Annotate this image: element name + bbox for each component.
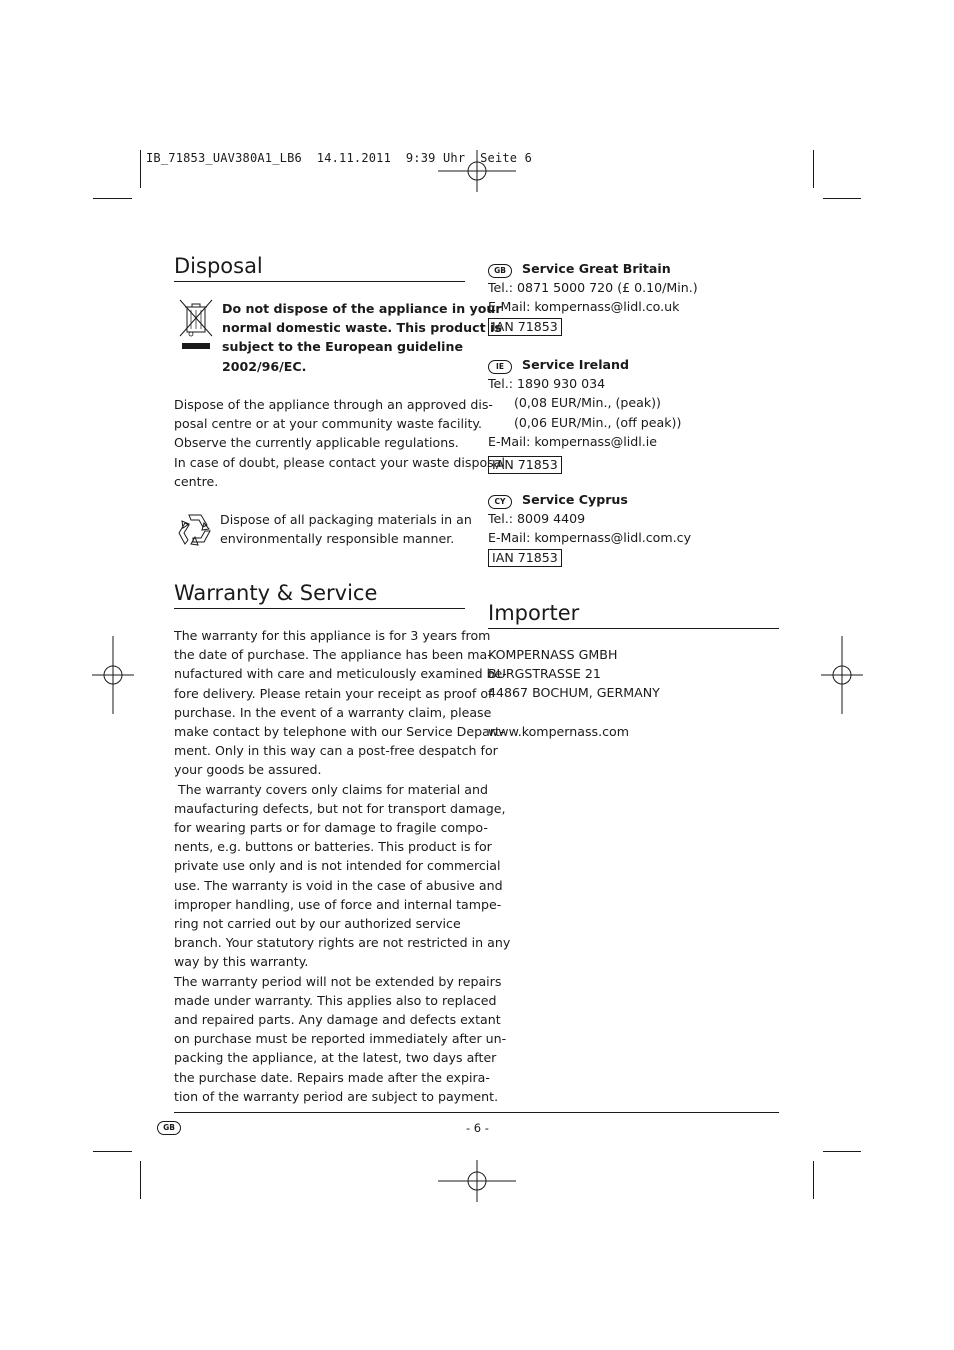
country-badge-gb: GB [488,264,512,278]
text-line: Dispose of all packaging materials in an [220,512,472,527]
service-gb-title: Service Great Britain [522,261,671,276]
text-line: Do not dispose of the appliance in your [222,301,502,316]
text-line: subject to the European guideline [222,339,464,355]
text-line: Dispose of the appliance through an approved dis- [174,397,493,412]
text-line: use. The warranty is void in the case of abusive and [174,877,503,893]
importer-street: BURGSTRASSE 21 [488,666,601,682]
disposal-title-rule [174,281,465,282]
service-gb-ian: IAN 71853 [488,318,562,336]
text-line: on purchase must be reported immediately after un- [174,1031,507,1047]
importer-city: 44867 BOCHUM, GERMANY [488,685,660,701]
service-ie-ian: IAN 71853 [488,456,562,474]
service-ie-rate-peak: (0,08 EUR/Min., (peak)) [514,395,661,411]
text-line: tion of the warranty period are subject to payment. [174,1088,499,1104]
page-number: - 6 - [466,1121,489,1135]
service-ie-tel: Tel.: 1890 930 034 [488,376,606,392]
importer-address [488,645,660,741]
warranty-title-rule [174,608,465,609]
text-line: Observe the currently applicable regulations. [174,435,459,451]
service-gb-email: E-Mail: kompernass@lidl.co.uk [488,299,680,315]
text-line: The warranty covers only claims for material and [174,781,488,797]
disposal-warning [222,299,502,376]
text-line: made under warranty. This applies also to replaced [174,992,497,1008]
text-line: normal domestic waste. This product is [222,320,502,336]
text-line: packing the appliance, at the latest, two days after [174,1050,497,1066]
text-line: purchase. In the event of a warranty claim, please [174,704,492,720]
service-gb-heading [488,259,698,278]
warranty-title: Warranty & Service [174,581,378,605]
text-line: environmentally responsible manner. [220,531,455,547]
service-gb [488,259,698,336]
registration-mark-bottom [438,1160,516,1202]
text-line: for wearing parts or for damage to fragile compo- [174,820,488,836]
country-badge-cy: CY [488,495,512,509]
service-cy-heading [488,490,691,509]
warranty-text [174,626,510,1106]
text-line: fore delivery. Please retain your receipt as proof of [174,685,493,701]
importer-title-rule [488,628,779,629]
registration-mark-right [821,636,863,714]
service-cy [488,490,691,567]
service-gb-tel: Tel.: 0871 5000 720 (£ 0.10/Min.) [488,280,698,296]
text-line: and repaired parts. Any damage and defects extant [174,1012,501,1028]
service-cy-title: Service Cyprus [522,492,628,507]
text-line: the purchase date. Repairs made after the expira- [174,1069,490,1085]
service-cy-email: E-Mail: kompernass@lidl.com.cy [488,530,692,546]
registration-mark-left [92,636,134,714]
importer-title: Importer [488,601,580,625]
service-cy-ian: IAN 71853 [488,549,562,567]
service-ie-rate-offpeak: (0,06 EUR/Min., (off peak)) [514,414,682,430]
service-cy-tel: Tel.: 8009 4409 [488,511,586,527]
service-ie [488,355,681,474]
importer-website: www.kompernass.com [488,723,629,739]
text-line: ment. Only in this way can a post-free despatch for [174,743,498,759]
footer-country-badge: GB [157,1121,181,1135]
service-ie-title: Service Ireland [522,357,629,372]
text-line: improper handling, use of force and internal tampe- [174,896,502,912]
country-badge-ie: IE [488,360,512,374]
text-line: The warranty for this appliance is for 3 years from [174,628,491,643]
service-ie-email: E-Mail: kompernass@lidl.ie [488,433,658,449]
service-ie-heading [488,355,681,374]
text-line: The warranty period will not be extended by repairs [174,973,502,989]
text-line: ring not carried out by our authorized service [174,916,461,932]
text-line: In case of doubt, please contact your waste disposal [174,454,505,470]
disposal-text [174,395,505,491]
text-line: maufacturing defects, but not for transport damage, [174,800,506,816]
print-slug: IB_71853_UAV380A1_LB6 14.11.2011 9:39 Uhr Seite 6 [146,151,533,165]
text-line: centre. [174,473,219,489]
crossed-bin-icon [178,298,214,350]
text-line: branch. Your statutory rights are not restricted in any [174,935,511,951]
text-line: the date of purchase. The appliance has been ma- [174,647,492,663]
text-line: private use only and is not intended for commercial [174,858,501,874]
text-line: nufactured with care and meticulously examined be- [174,666,507,682]
importer-company: KOMPERNASS GMBH [488,647,618,662]
recycling-icon [175,511,215,549]
text-line: your goods be assured. [174,762,322,778]
footer-rule [174,1112,779,1113]
spacer-line [488,703,660,722]
text-line: 2002/96/EC. [222,358,307,374]
text-line: nents, e.g. buttons or batteries. This product is for [174,839,492,855]
text-line: make contact by telephone with our Service Depart- [174,724,505,740]
disposal-title: Disposal [174,254,263,278]
packaging-text [220,510,472,548]
text-line: posal centre or at your community waste facility. [174,416,483,432]
text-line: way by this warranty. [174,954,309,970]
